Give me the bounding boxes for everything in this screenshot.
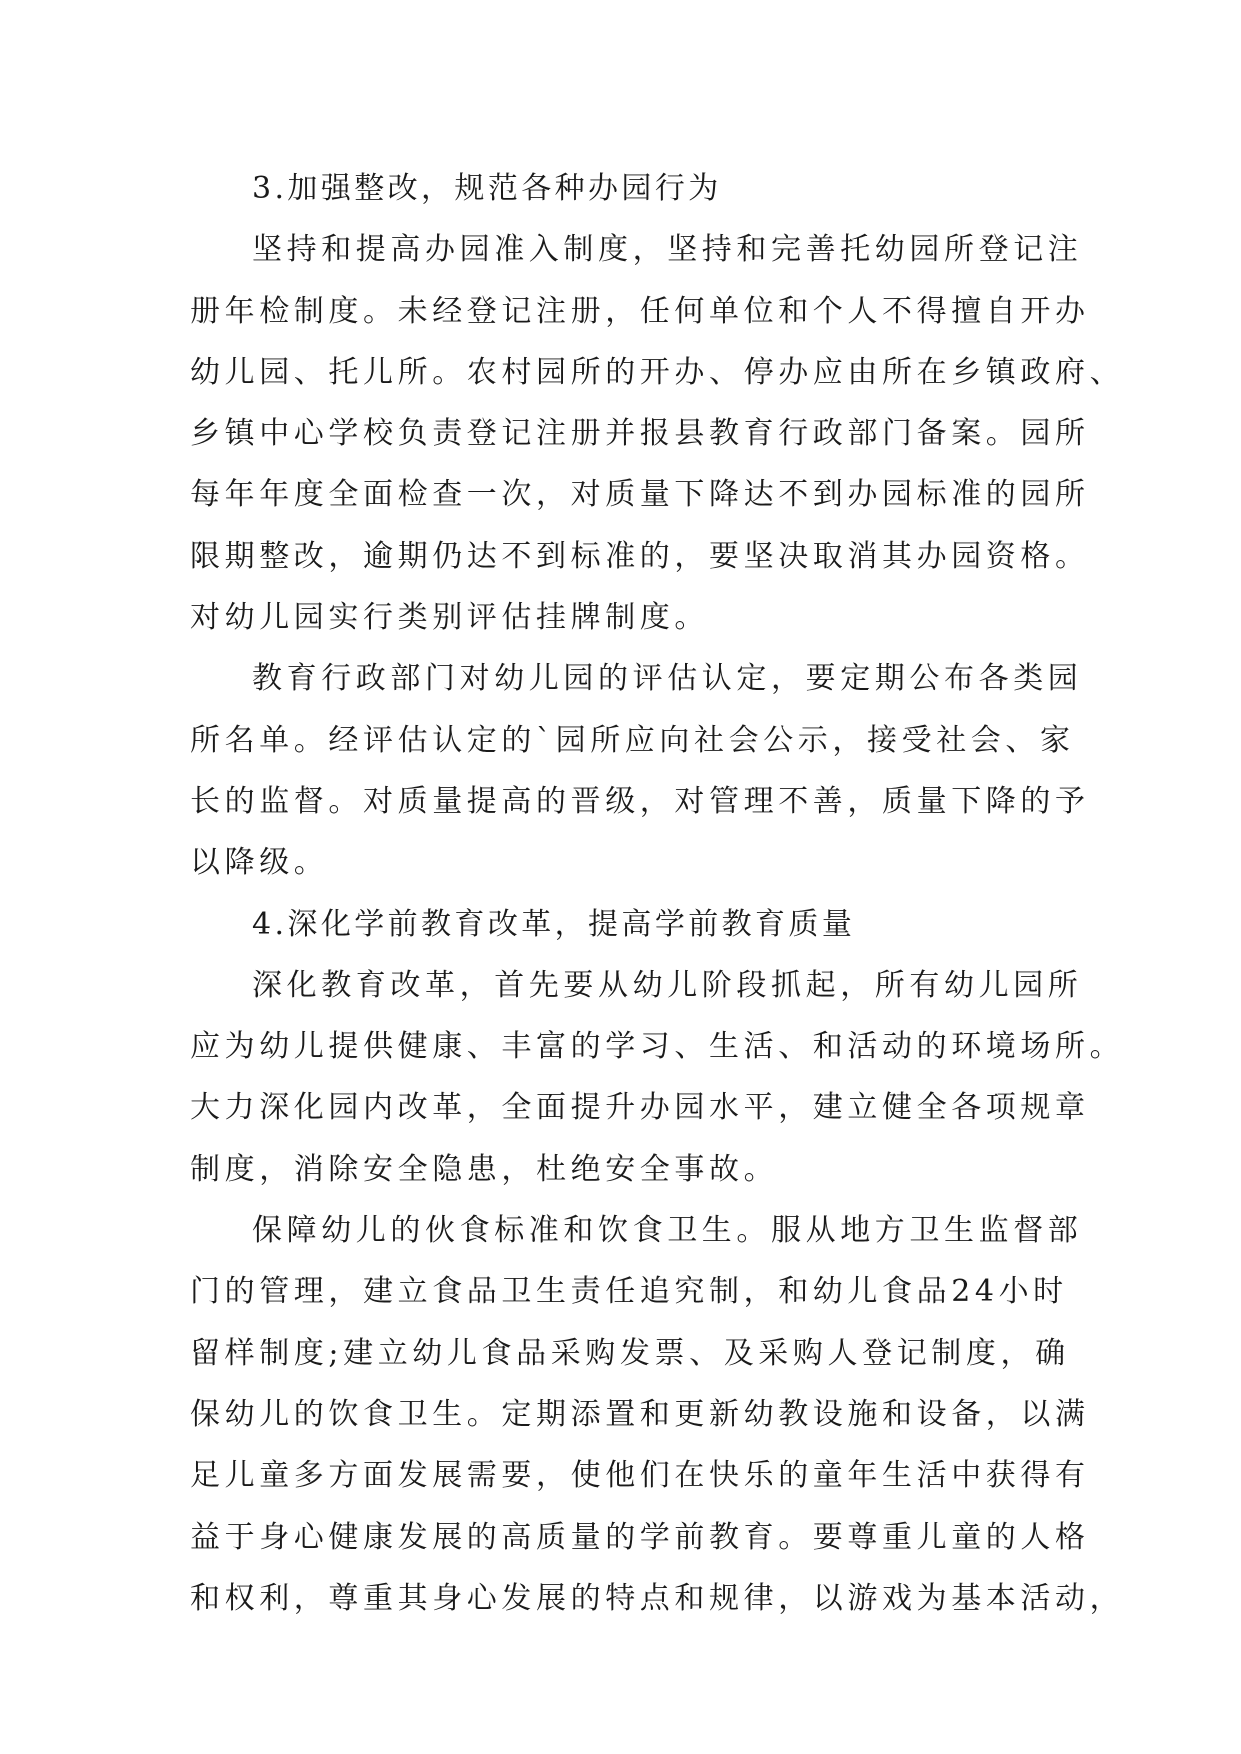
text-line: 大力深化园内改革，全面提升办园水平，建立健全各项规章 [190,1090,1090,1126]
text-line: 门的管理，建立食品卫生责任追究制，和幼儿食品24小时 [190,1274,1068,1310]
text-line: 所名单。经评估认定的`园所应向社会公示，接受社会、家 [190,722,1075,758]
document-page [190,158,1125,1629]
section-heading-3: 3.加强整改，规范各种办园行为 [252,171,722,206]
text-line: 深化教育改革，首先要从幼儿阶段抓起，所有幼儿园所 [252,967,1083,1003]
text-line: 对幼儿园实行类别评估挂牌制度。 [190,600,709,636]
text-line: 益于身心健康发展的高质量的学前教育。要尊重儿童的人格 [190,1519,1090,1555]
text-line: 留样制度;建立幼儿食品采购发票、及采购人登记制度，确 [190,1335,1070,1371]
text-line: 保幼儿的饮食卫生。定期添置和更新幼教设施和设备，以满 [190,1396,1090,1432]
text-line: 和权利，尊重其身心发展的特点和规律，以游戏为基本活动， [190,1580,1125,1616]
text-line: 长的监督。对质量提高的晋级，对管理不善，质量下降的予 [190,783,1090,819]
text-line: 制度，消除安全隐患，杜绝安全事故。 [190,1151,779,1187]
text-line: 保障幼儿的伙食标准和饮食卫生。服从地方卫生监督部 [252,1213,1083,1249]
text-line: 坚持和提高办园准入制度，坚持和完善托幼园所登记注 [252,232,1083,268]
text-line: 应为幼儿提供健康、丰富的学习、生活、和活动的环境场所。 [190,1029,1125,1065]
text-line: 乡镇中心学校负责登记注册并报县教育行政部门备案。园所 [190,416,1090,452]
text-line: 每年年度全面检查一次，对质量下降达不到办园标准的园所 [190,477,1090,513]
text-line: 教育行政部门对幼儿园的评估认定，要定期公布各类园 [252,661,1083,697]
text-line: 足儿童多方面发展需要，使他们在快乐的童年生活中获得有 [190,1458,1090,1494]
text-line: 以降级。 [190,845,329,881]
text-line: 限期整改，逾期仍达不到标准的，要坚决取消其办园资格。 [190,538,1090,574]
section-heading-4: 4.深化学前教育改革，提高学前教育质量 [252,906,856,942]
text-line: 册年检制度。未经登记注册，任何单位和个人不得擅自开办 [190,293,1090,329]
text-line: 幼儿园、托儿所。农村园所的开办、停办应由所在乡镇政府、 [190,354,1125,390]
